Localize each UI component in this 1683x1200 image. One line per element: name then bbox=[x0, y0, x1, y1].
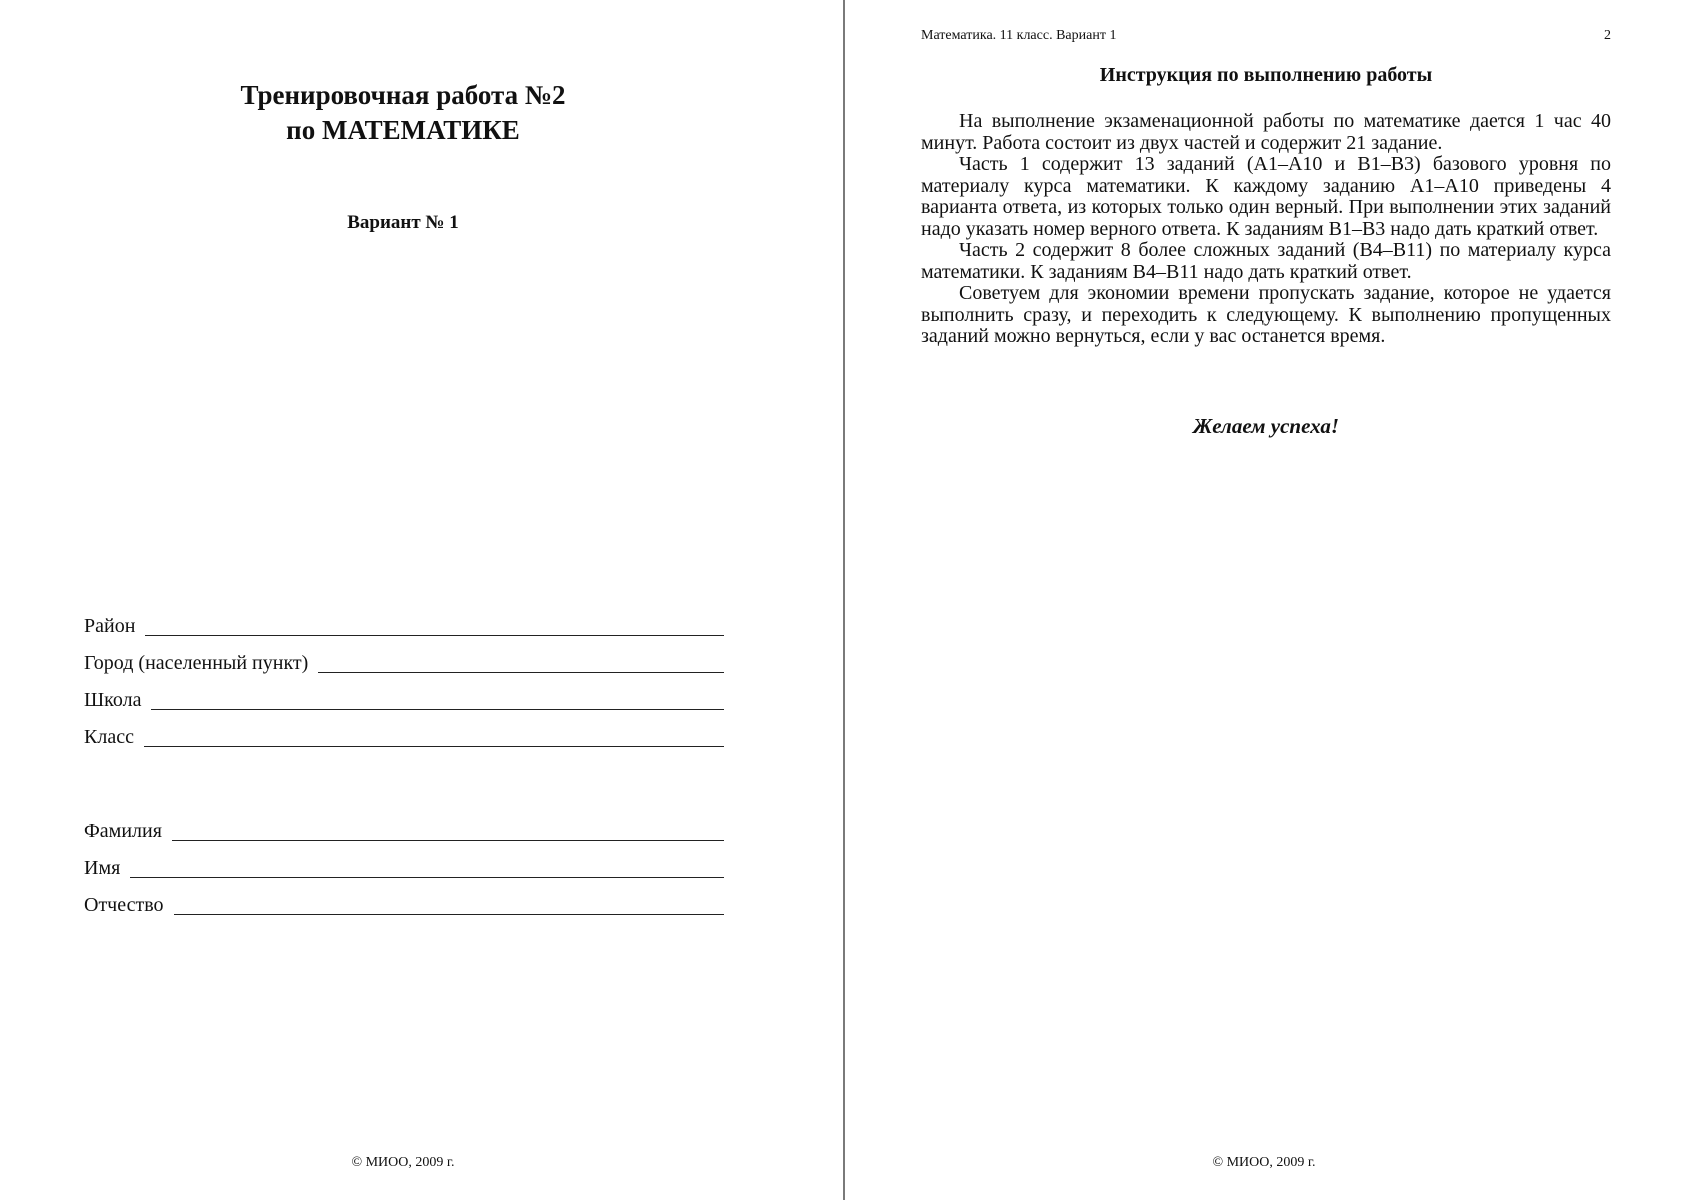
title-line-1: Тренировочная работа №2 bbox=[240, 80, 566, 110]
right-footer: © МИОО, 2009 г. bbox=[1212, 1155, 1316, 1170]
form-row-district bbox=[84, 600, 724, 637]
instruction-body bbox=[921, 111, 1611, 348]
surname-label: Фамилия bbox=[84, 820, 162, 842]
school-label: Школа bbox=[84, 689, 142, 711]
instruction-paragraph: На выполнение экзаменационной работы по математике дается 1 час 40 минут. Работа состоит из двух частей и содержит 21 задание. bbox=[921, 110, 1611, 154]
instruction-paragraph: Часть 1 содержит 13 заданий (А1–А10 и В1–В3) базового уровня по материалу курса математики. К каждому заданию А1–А10 приведены 4 варианта ответа, из которых только один верный. При выполнении этих заданий надо указать номер верного ответа. К заданиям В1–В3 надо дать краткий ответ. bbox=[921, 153, 1611, 240]
person-form bbox=[84, 805, 724, 916]
running-head bbox=[921, 28, 1611, 44]
closing-wish: Желаем успеха! bbox=[1192, 414, 1340, 438]
document-title bbox=[0, 78, 806, 148]
form-row-surname bbox=[84, 805, 724, 842]
name-label: Имя bbox=[84, 857, 121, 879]
form-row-school bbox=[84, 674, 724, 711]
location-form bbox=[84, 600, 724, 748]
surname-field[interactable] bbox=[172, 839, 724, 841]
instruction-paragraph: Советуем для экономии времени пропускать задание, которое не удается выполнить сразу, и переходить к следующему. К выполнению пропущенных заданий можно вернуться, если у вас останется время. bbox=[921, 282, 1611, 347]
left-footer: © МИОО, 2009 г. bbox=[351, 1155, 455, 1170]
page-number: 2 bbox=[1604, 28, 1611, 43]
district-field[interactable] bbox=[145, 634, 724, 636]
form-row-city bbox=[84, 637, 724, 674]
form-row-name bbox=[84, 842, 724, 879]
title-line-2: по МАТЕМАТИКЕ bbox=[286, 115, 520, 145]
city-field[interactable] bbox=[318, 671, 724, 673]
city-label: Город (населенный пункт) bbox=[84, 652, 309, 674]
name-field[interactable] bbox=[130, 876, 724, 878]
patronymic-field[interactable] bbox=[174, 913, 724, 915]
class-field[interactable] bbox=[144, 745, 724, 747]
instruction-title: Инструкция по выполнению работы bbox=[1099, 64, 1433, 86]
running-head-title: Математика. 11 класс. Вариант 1 bbox=[921, 28, 1117, 43]
variant-label: Вариант № 1 bbox=[347, 212, 459, 233]
district-label: Район bbox=[84, 615, 136, 637]
class-label: Класс bbox=[84, 726, 134, 748]
form-row-class bbox=[84, 711, 724, 748]
instruction-paragraph: Часть 2 содержит 8 более сложных заданий (В4–В11) по материалу курса математики. К заданиям В4–В11 надо дать краткий ответ. bbox=[921, 239, 1611, 283]
right-page bbox=[845, 0, 1683, 1200]
patronymic-label: Отчество bbox=[84, 894, 164, 916]
school-field[interactable] bbox=[151, 708, 724, 710]
form-row-patronymic bbox=[84, 879, 724, 916]
